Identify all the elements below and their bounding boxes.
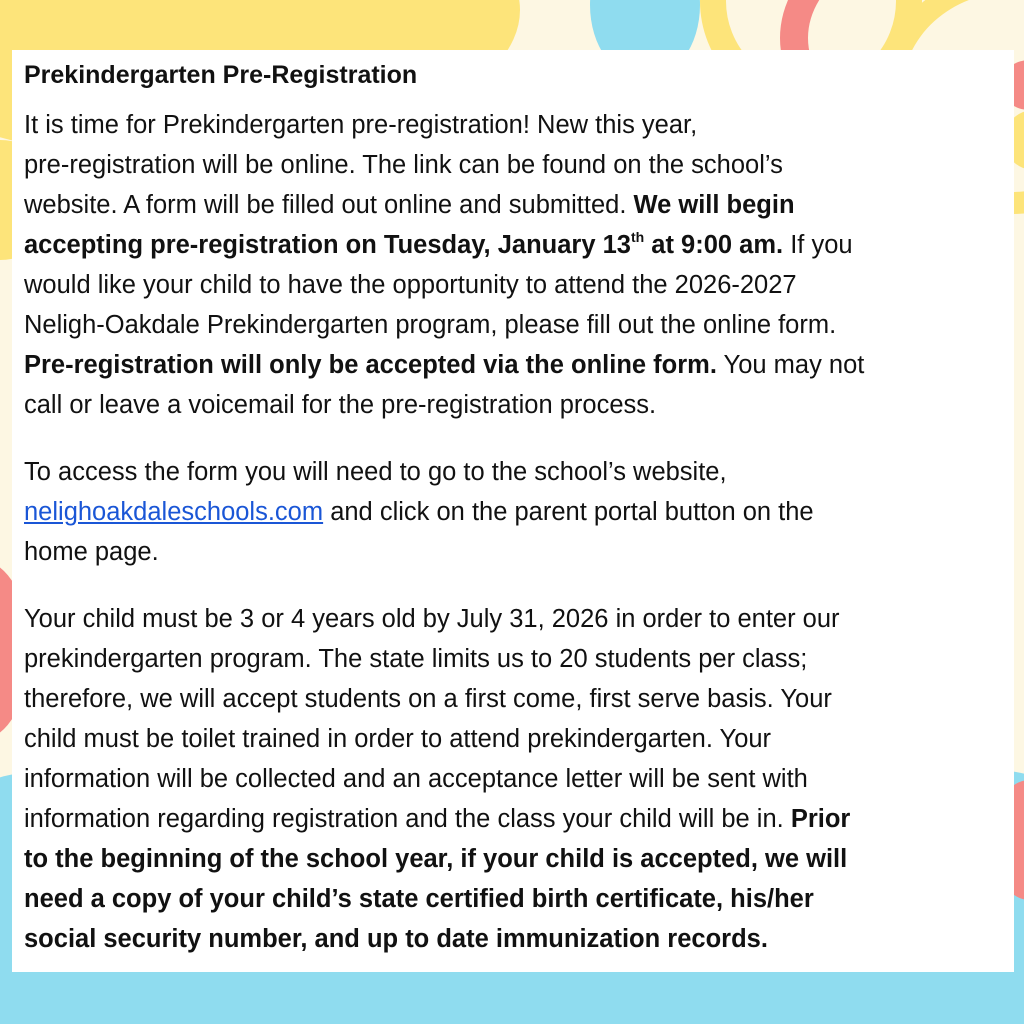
text-span: website. A form will be filled out online and submitted.: [24, 191, 634, 219]
start-date-text: accepting pre-registration on Tuesday, January 13: [24, 231, 631, 259]
bold-text: Prior: [790, 805, 851, 833]
paragraph-eligibility: [24, 599, 1014, 959]
text-span: If you: [783, 231, 853, 259]
text-line: [24, 185, 1014, 225]
text-span: and click on the parent portal button on the: [323, 498, 814, 526]
text-line: home page.: [24, 538, 159, 566]
text-line: It is time for Prekindergarten pre-registration! New this year,: [24, 111, 698, 139]
text-line: [24, 839, 1014, 879]
text-line: call or leave a voicemail for the pre-registration process.: [24, 391, 657, 419]
text-line: therefore, we will accept students on a first come, first serve basis. Your: [24, 685, 832, 713]
text-line: pre-registration will be online. The link can be found on the school’s: [24, 151, 783, 179]
text-line: Your child must be 3 or 4 years old by July 31, 2026 in order to enter our: [24, 605, 840, 633]
text-line: To access the form you will need to go to the school’s website,: [24, 458, 727, 486]
paragraph-announcement: [24, 105, 1014, 425]
paragraph-access-form: [24, 452, 1014, 572]
text-line: [24, 225, 1014, 265]
document-title: Prekindergarten Pre-Registration: [24, 61, 418, 89]
text-line: [24, 492, 1014, 532]
school-website-link[interactable]: nelighoakdaleschools.com: [24, 498, 324, 526]
text-line: [24, 919, 1014, 959]
text-line: child must be toilet trained in order to attend prekindergarten. Your: [24, 725, 772, 753]
bold-text: Pre-registration will only be accepted via the online form.: [24, 351, 717, 379]
bold-text: social security number, and up to date immunization records.: [24, 925, 768, 953]
text-line: [24, 345, 1014, 385]
text-line: [24, 799, 1014, 839]
text-line: prekindergarten program. The state limits us to 20 students per class;: [24, 645, 808, 673]
document-page: [12, 50, 1014, 972]
start-time-text: at 9:00 am.: [644, 231, 784, 259]
text-span: You may not: [716, 351, 865, 379]
text-line: Neligh-Oakdale Prekindergarten program, please fill out the online form.: [24, 311, 837, 339]
text-line: [24, 879, 1014, 919]
bold-text: [24, 231, 783, 259]
bold-text: We will begin: [633, 191, 795, 219]
text-line: would like your child to have the opportunity to attend the 2026-2027: [24, 271, 797, 299]
bold-text: need a copy of your child’s state certified birth certificate, his/her: [24, 885, 814, 913]
ordinal-suffix: th: [630, 229, 645, 245]
text-span: information regarding registration and the class your child will be in.: [24, 805, 791, 833]
text-line: information will be collected and an acceptance letter will be sent with: [24, 765, 808, 793]
bold-text: to the beginning of the school year, if your child is accepted, we will: [24, 845, 848, 873]
